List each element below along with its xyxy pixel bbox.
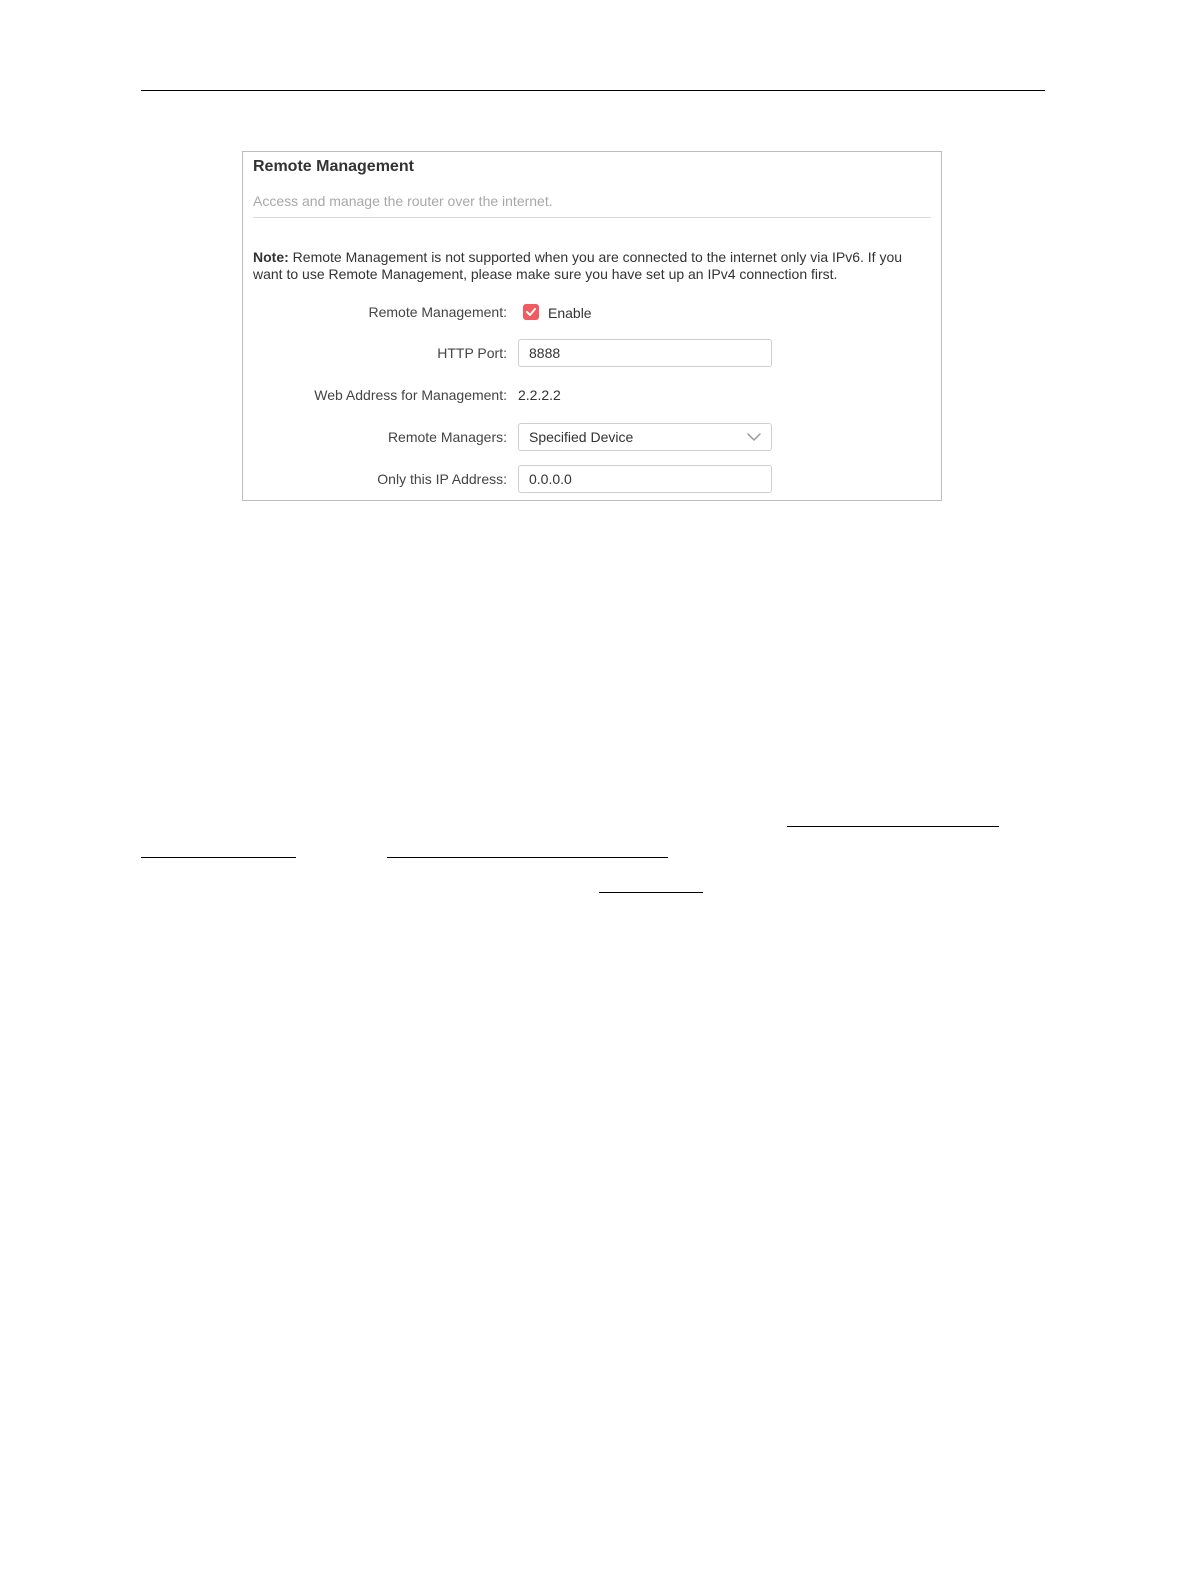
link-underline[interactable] (599, 892, 703, 893)
remote-management-label: Remote Management: (368, 304, 507, 320)
page-header-rule (141, 90, 1045, 91)
remote-management-enable-checkbox[interactable] (523, 304, 539, 320)
remote-management-panel (242, 151, 942, 501)
web-address-label: Web Address for Management: (314, 387, 507, 403)
remote-managers-label: Remote Managers: (387, 429, 507, 445)
link-underline[interactable] (387, 857, 668, 858)
only-ip-address-label: Only this IP Address: (377, 471, 507, 487)
panel-subtitle: Access and manage the router over the internet. (253, 193, 553, 209)
remote-managers-selected-value: Specified Device (529, 429, 634, 445)
link-underline[interactable] (787, 826, 999, 827)
only-ip-address-input[interactable] (518, 465, 772, 493)
panel-divider (253, 217, 931, 218)
enable-label[interactable]: Enable (548, 305, 592, 321)
link-underline[interactable] (141, 857, 296, 858)
note-text: Remote Management is not supported when you are connected to the internet only via IPv6. If you want to use Remote Management, please make sure you have set up an IPv4 connection first. (253, 249, 903, 282)
chevron-down-icon (747, 433, 761, 441)
web-address-value: 2.2.2.2 (518, 387, 561, 403)
note-label: Note: (253, 249, 289, 265)
panel-title: Remote Management (253, 158, 414, 175)
check-icon (526, 308, 536, 316)
http-port-label: HTTP Port: (437, 345, 507, 361)
ipv6-note (253, 249, 935, 283)
http-port-input[interactable] (518, 339, 772, 367)
remote-managers-select[interactable] (518, 423, 772, 451)
